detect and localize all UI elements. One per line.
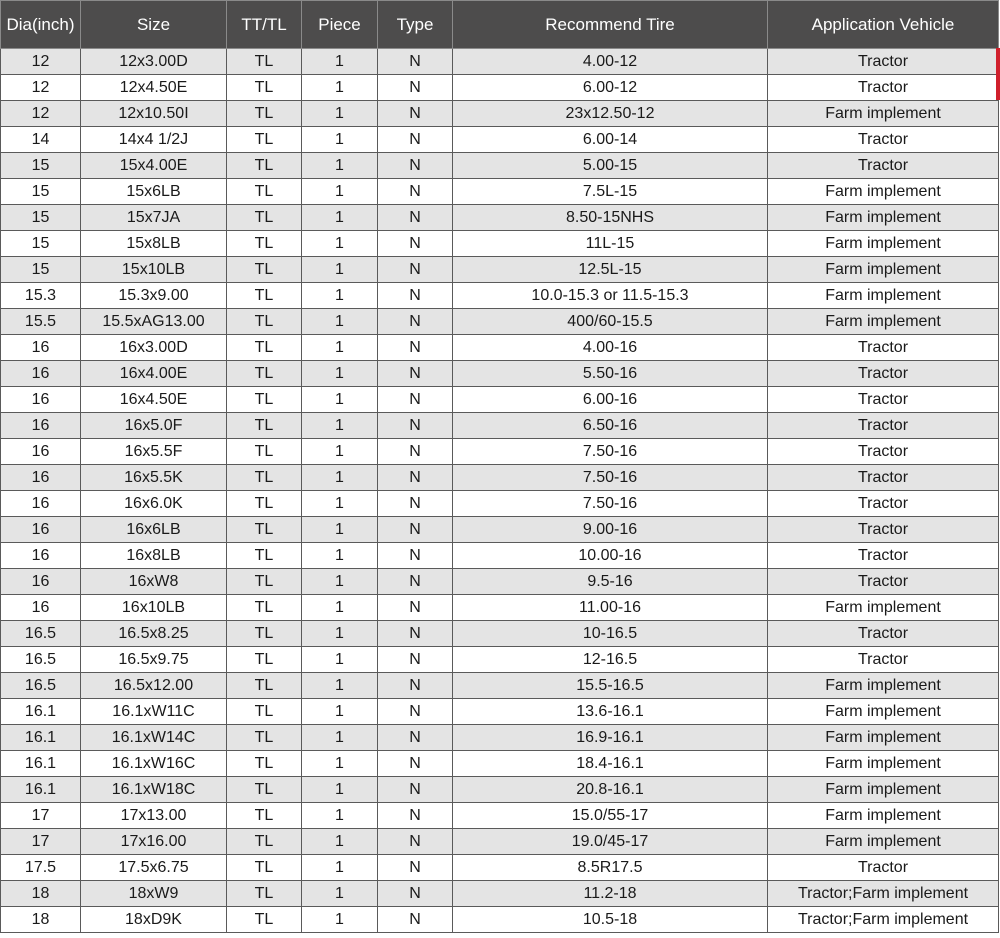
size-cell: 16x10LB — [81, 595, 227, 621]
tt-tl-cell: TL — [227, 595, 302, 621]
tt-tl-cell: TL — [227, 153, 302, 179]
type-cell: N — [378, 75, 453, 101]
header-type: Type — [378, 1, 453, 49]
size-cell: 15x4.00E — [81, 153, 227, 179]
table-row — [1, 465, 999, 491]
table-row — [1, 673, 999, 699]
application-vehicle-cell: Farm implement — [768, 205, 999, 231]
piece-cell: 1 — [302, 465, 378, 491]
size-cell: 15.5xAG13.00 — [81, 309, 227, 335]
application-vehicle-cell: Farm implement — [768, 595, 999, 621]
table-row — [1, 777, 999, 803]
piece-cell: 1 — [302, 205, 378, 231]
application-vehicle-cell: Tractor — [768, 335, 999, 361]
piece-cell: 1 — [302, 101, 378, 127]
header-application-vehicle: Application Vehicle — [768, 1, 999, 49]
type-cell: N — [378, 283, 453, 309]
table-row — [1, 49, 999, 75]
recommend-tire-cell: 5.50-16 — [453, 361, 768, 387]
recommend-tire-cell: 8.5R17.5 — [453, 855, 768, 881]
size-cell: 16x4.50E — [81, 387, 227, 413]
application-vehicle-cell: Tractor — [768, 569, 999, 595]
dia-cell: 15 — [1, 205, 81, 231]
recommend-tire-cell: 7.50-16 — [453, 439, 768, 465]
dia-cell: 16.1 — [1, 777, 81, 803]
table-row — [1, 621, 999, 647]
application-vehicle-cell: Farm implement — [768, 751, 999, 777]
table-row — [1, 257, 999, 283]
size-cell: 16.1xW16C — [81, 751, 227, 777]
dia-cell: 16 — [1, 517, 81, 543]
application-vehicle-cell: Farm implement — [768, 309, 999, 335]
tt-tl-cell: TL — [227, 413, 302, 439]
size-cell: 14x4 1/2J — [81, 127, 227, 153]
size-cell: 15x6LB — [81, 179, 227, 205]
piece-cell: 1 — [302, 153, 378, 179]
size-cell: 18xD9K — [81, 907, 227, 933]
type-cell: N — [378, 803, 453, 829]
table-row — [1, 101, 999, 127]
size-cell: 16x6.0K — [81, 491, 227, 517]
piece-cell: 1 — [302, 725, 378, 751]
tt-tl-cell: TL — [227, 439, 302, 465]
tt-tl-cell: TL — [227, 491, 302, 517]
piece-cell: 1 — [302, 257, 378, 283]
application-vehicle-cell: Tractor — [768, 855, 999, 881]
recommend-tire-cell: 16.9-16.1 — [453, 725, 768, 751]
recommend-tire-cell: 15.0/55-17 — [453, 803, 768, 829]
dia-cell: 17 — [1, 829, 81, 855]
tt-tl-cell: TL — [227, 855, 302, 881]
size-cell: 16.1xW14C — [81, 725, 227, 751]
tt-tl-cell: TL — [227, 543, 302, 569]
recommend-tire-cell: 9.00-16 — [453, 517, 768, 543]
tt-tl-cell: TL — [227, 309, 302, 335]
size-cell: 16.1xW18C — [81, 777, 227, 803]
table-row — [1, 153, 999, 179]
piece-cell: 1 — [302, 803, 378, 829]
recommend-tire-cell: 12-16.5 — [453, 647, 768, 673]
size-cell: 15x7JA — [81, 205, 227, 231]
type-cell: N — [378, 621, 453, 647]
type-cell: N — [378, 569, 453, 595]
header-dia: Dia(inch) — [1, 1, 81, 49]
application-vehicle-cell: Farm implement — [768, 725, 999, 751]
recommend-tire-cell: 18.4-16.1 — [453, 751, 768, 777]
type-cell: N — [378, 829, 453, 855]
dia-cell: 15 — [1, 231, 81, 257]
table-row — [1, 335, 999, 361]
table-row — [1, 517, 999, 543]
table-body — [1, 49, 999, 933]
table-row — [1, 75, 999, 101]
table-row — [1, 361, 999, 387]
type-cell: N — [378, 439, 453, 465]
size-cell: 16x4.00E — [81, 361, 227, 387]
dia-cell: 15.3 — [1, 283, 81, 309]
tt-tl-cell: TL — [227, 127, 302, 153]
type-cell: N — [378, 413, 453, 439]
table-row — [1, 803, 999, 829]
dia-cell: 12 — [1, 75, 81, 101]
type-cell: N — [378, 361, 453, 387]
tt-tl-cell: TL — [227, 803, 302, 829]
recommend-tire-cell: 10.0-15.3 or 11.5-15.3 — [453, 283, 768, 309]
header-tt-tl: TT/TL — [227, 1, 302, 49]
piece-cell: 1 — [302, 881, 378, 907]
tt-tl-cell: TL — [227, 283, 302, 309]
table-row — [1, 127, 999, 153]
type-cell: N — [378, 127, 453, 153]
size-cell: 16x3.00D — [81, 335, 227, 361]
size-cell: 16.1xW11C — [81, 699, 227, 725]
table-row — [1, 595, 999, 621]
size-cell: 18xW9 — [81, 881, 227, 907]
dia-cell: 16.1 — [1, 699, 81, 725]
application-vehicle-cell: Tractor — [768, 647, 999, 673]
recommend-tire-cell: 15.5-16.5 — [453, 673, 768, 699]
table-row — [1, 647, 999, 673]
application-vehicle-cell: Tractor — [768, 439, 999, 465]
application-vehicle-cell: Farm implement — [768, 829, 999, 855]
size-cell: 16x5.5F — [81, 439, 227, 465]
type-cell: N — [378, 179, 453, 205]
dia-cell: 16 — [1, 413, 81, 439]
recommend-tire-cell: 7.50-16 — [453, 465, 768, 491]
recommend-tire-cell: 7.50-16 — [453, 491, 768, 517]
tt-tl-cell: TL — [227, 101, 302, 127]
dia-cell: 16 — [1, 569, 81, 595]
dia-cell: 16.5 — [1, 621, 81, 647]
type-cell: N — [378, 309, 453, 335]
piece-cell: 1 — [302, 855, 378, 881]
table-row — [1, 231, 999, 257]
recommend-tire-cell: 10-16.5 — [453, 621, 768, 647]
recommend-tire-cell: 8.50-15NHS — [453, 205, 768, 231]
dia-cell: 15.5 — [1, 309, 81, 335]
recommend-tire-cell: 11L-15 — [453, 231, 768, 257]
table-row — [1, 855, 999, 881]
tt-tl-cell: TL — [227, 829, 302, 855]
piece-cell: 1 — [302, 673, 378, 699]
dia-cell: 12 — [1, 101, 81, 127]
type-cell: N — [378, 777, 453, 803]
application-vehicle-cell: Tractor — [768, 543, 999, 569]
tt-tl-cell: TL — [227, 361, 302, 387]
table-row — [1, 309, 999, 335]
application-vehicle-cell: Tractor;Farm implement — [768, 907, 999, 933]
recommend-tire-cell: 11.2-18 — [453, 881, 768, 907]
type-cell: N — [378, 387, 453, 413]
size-cell: 16x8LB — [81, 543, 227, 569]
application-vehicle-cell: Tractor;Farm implement — [768, 881, 999, 907]
recommend-tire-cell: 5.00-15 — [453, 153, 768, 179]
piece-cell: 1 — [302, 283, 378, 309]
piece-cell: 1 — [302, 231, 378, 257]
tt-tl-cell: TL — [227, 257, 302, 283]
type-cell: N — [378, 595, 453, 621]
dia-cell: 16 — [1, 335, 81, 361]
piece-cell: 1 — [302, 387, 378, 413]
type-cell: N — [378, 491, 453, 517]
application-vehicle-cell: Tractor — [768, 491, 999, 517]
dia-cell: 16.5 — [1, 673, 81, 699]
recommend-tire-cell: 19.0/45-17 — [453, 829, 768, 855]
piece-cell: 1 — [302, 517, 378, 543]
type-cell: N — [378, 907, 453, 933]
application-vehicle-cell: Tractor — [768, 127, 999, 153]
size-cell: 12x3.00D — [81, 49, 227, 75]
dia-cell: 15 — [1, 153, 81, 179]
application-vehicle-cell: Farm implement — [768, 777, 999, 803]
application-vehicle-cell: Tractor — [768, 621, 999, 647]
recommend-tire-cell: 6.00-12 — [453, 75, 768, 101]
tt-tl-cell: TL — [227, 725, 302, 751]
header-row — [1, 1, 999, 49]
type-cell: N — [378, 673, 453, 699]
dia-cell: 16 — [1, 465, 81, 491]
tt-tl-cell: TL — [227, 179, 302, 205]
application-vehicle-cell: Farm implement — [768, 673, 999, 699]
tt-tl-cell: TL — [227, 75, 302, 101]
application-vehicle-cell: Tractor — [768, 465, 999, 491]
dia-cell: 16 — [1, 543, 81, 569]
type-cell: N — [378, 881, 453, 907]
application-vehicle-cell: Tractor — [768, 517, 999, 543]
recommend-tire-cell: 10.5-18 — [453, 907, 768, 933]
piece-cell: 1 — [302, 413, 378, 439]
tt-tl-cell: TL — [227, 751, 302, 777]
size-cell: 15x8LB — [81, 231, 227, 257]
piece-cell: 1 — [302, 907, 378, 933]
table-row — [1, 205, 999, 231]
recommend-tire-cell: 6.00-14 — [453, 127, 768, 153]
size-cell: 16xW8 — [81, 569, 227, 595]
type-cell: N — [378, 543, 453, 569]
dia-cell: 18 — [1, 907, 81, 933]
tt-tl-cell: TL — [227, 517, 302, 543]
header-recommend-tire: Recommend Tire — [453, 1, 768, 49]
piece-cell: 1 — [302, 75, 378, 101]
piece-cell: 1 — [302, 49, 378, 75]
dia-cell: 16 — [1, 491, 81, 517]
piece-cell: 1 — [302, 829, 378, 855]
recommend-tire-cell: 6.00-16 — [453, 387, 768, 413]
table-row — [1, 179, 999, 205]
application-vehicle-cell: Tractor — [768, 361, 999, 387]
application-vehicle-cell: Tractor — [768, 413, 999, 439]
type-cell: N — [378, 335, 453, 361]
tt-tl-cell: TL — [227, 777, 302, 803]
piece-cell: 1 — [302, 543, 378, 569]
type-cell: N — [378, 855, 453, 881]
recommend-tire-cell: 12.5L-15 — [453, 257, 768, 283]
table-row — [1, 699, 999, 725]
dia-cell: 16.1 — [1, 751, 81, 777]
recommend-tire-cell: 4.00-16 — [453, 335, 768, 361]
size-cell: 17x16.00 — [81, 829, 227, 855]
size-cell: 16x6LB — [81, 517, 227, 543]
recommend-tire-cell: 9.5-16 — [453, 569, 768, 595]
application-vehicle-cell: Farm implement — [768, 257, 999, 283]
table-row — [1, 439, 999, 465]
application-vehicle-cell: Farm implement — [768, 231, 999, 257]
piece-cell: 1 — [302, 309, 378, 335]
piece-cell: 1 — [302, 335, 378, 361]
piece-cell: 1 — [302, 361, 378, 387]
size-cell: 16.5x8.25 — [81, 621, 227, 647]
type-cell: N — [378, 517, 453, 543]
piece-cell: 1 — [302, 621, 378, 647]
application-vehicle-cell: Tractor — [768, 49, 999, 75]
table-row — [1, 387, 999, 413]
size-cell: 16x5.0F — [81, 413, 227, 439]
recommend-tire-cell: 11.00-16 — [453, 595, 768, 621]
application-vehicle-cell: Tractor — [768, 153, 999, 179]
table-row — [1, 725, 999, 751]
table-row — [1, 543, 999, 569]
tt-tl-cell: TL — [227, 465, 302, 491]
dia-cell: 12 — [1, 49, 81, 75]
size-cell: 12x4.50E — [81, 75, 227, 101]
size-cell: 12x10.50I — [81, 101, 227, 127]
piece-cell: 1 — [302, 491, 378, 517]
recommend-tire-cell: 7.5L-15 — [453, 179, 768, 205]
tt-tl-cell: TL — [227, 335, 302, 361]
type-cell: N — [378, 257, 453, 283]
tt-tl-cell: TL — [227, 569, 302, 595]
recommend-tire-cell: 10.00-16 — [453, 543, 768, 569]
type-cell: N — [378, 101, 453, 127]
tt-tl-cell: TL — [227, 647, 302, 673]
piece-cell: 1 — [302, 751, 378, 777]
size-cell: 15.3x9.00 — [81, 283, 227, 309]
tt-tl-cell: TL — [227, 621, 302, 647]
dia-cell: 16 — [1, 595, 81, 621]
dia-cell: 16.1 — [1, 725, 81, 751]
piece-cell: 1 — [302, 699, 378, 725]
recommend-tire-cell: 20.8-16.1 — [453, 777, 768, 803]
size-cell: 16.5x9.75 — [81, 647, 227, 673]
red-accent-bar — [996, 48, 1000, 100]
tt-tl-cell: TL — [227, 881, 302, 907]
dia-cell: 17.5 — [1, 855, 81, 881]
tt-tl-cell: TL — [227, 907, 302, 933]
table-row — [1, 283, 999, 309]
dia-cell: 17 — [1, 803, 81, 829]
size-cell: 16x5.5K — [81, 465, 227, 491]
header-piece: Piece — [302, 1, 378, 49]
size-cell: 16.5x12.00 — [81, 673, 227, 699]
recommend-tire-cell: 13.6-16.1 — [453, 699, 768, 725]
tt-tl-cell: TL — [227, 205, 302, 231]
type-cell: N — [378, 699, 453, 725]
table-row — [1, 907, 999, 933]
piece-cell: 1 — [302, 595, 378, 621]
type-cell: N — [378, 647, 453, 673]
dia-cell: 15 — [1, 179, 81, 205]
application-vehicle-cell: Tractor — [768, 387, 999, 413]
type-cell: N — [378, 153, 453, 179]
dia-cell: 16 — [1, 439, 81, 465]
tt-tl-cell: TL — [227, 387, 302, 413]
dia-cell: 16.5 — [1, 647, 81, 673]
size-cell: 15x10LB — [81, 257, 227, 283]
recommend-tire-cell: 4.00-12 — [453, 49, 768, 75]
tt-tl-cell: TL — [227, 699, 302, 725]
table-row — [1, 413, 999, 439]
application-vehicle-cell: Farm implement — [768, 803, 999, 829]
size-cell: 17x13.00 — [81, 803, 227, 829]
application-vehicle-cell: Farm implement — [768, 699, 999, 725]
application-vehicle-cell: Tractor — [768, 75, 999, 101]
piece-cell: 1 — [302, 777, 378, 803]
dia-cell: 16 — [1, 387, 81, 413]
dia-cell: 16 — [1, 361, 81, 387]
recommend-tire-cell: 400/60-15.5 — [453, 309, 768, 335]
table-header — [1, 1, 999, 49]
recommend-tire-cell: 6.50-16 — [453, 413, 768, 439]
recommend-tire-cell: 23x12.50-12 — [453, 101, 768, 127]
type-cell: N — [378, 725, 453, 751]
table-row — [1, 569, 999, 595]
type-cell: N — [378, 465, 453, 491]
application-vehicle-cell: Farm implement — [768, 283, 999, 309]
application-vehicle-cell: Farm implement — [768, 179, 999, 205]
table-row — [1, 829, 999, 855]
tt-tl-cell: TL — [227, 231, 302, 257]
tt-tl-cell: TL — [227, 49, 302, 75]
dia-cell: 14 — [1, 127, 81, 153]
table-row — [1, 751, 999, 777]
table-row — [1, 881, 999, 907]
piece-cell: 1 — [302, 179, 378, 205]
header-size: Size — [81, 1, 227, 49]
piece-cell: 1 — [302, 439, 378, 465]
tt-tl-cell: TL — [227, 673, 302, 699]
table-row — [1, 491, 999, 517]
size-cell: 17.5x6.75 — [81, 855, 227, 881]
dia-cell: 18 — [1, 881, 81, 907]
type-cell: N — [378, 231, 453, 257]
type-cell: N — [378, 49, 453, 75]
dia-cell: 15 — [1, 257, 81, 283]
piece-cell: 1 — [302, 127, 378, 153]
piece-cell: 1 — [302, 569, 378, 595]
type-cell: N — [378, 205, 453, 231]
application-vehicle-cell: Farm implement — [768, 101, 999, 127]
type-cell: N — [378, 751, 453, 777]
piece-cell: 1 — [302, 647, 378, 673]
